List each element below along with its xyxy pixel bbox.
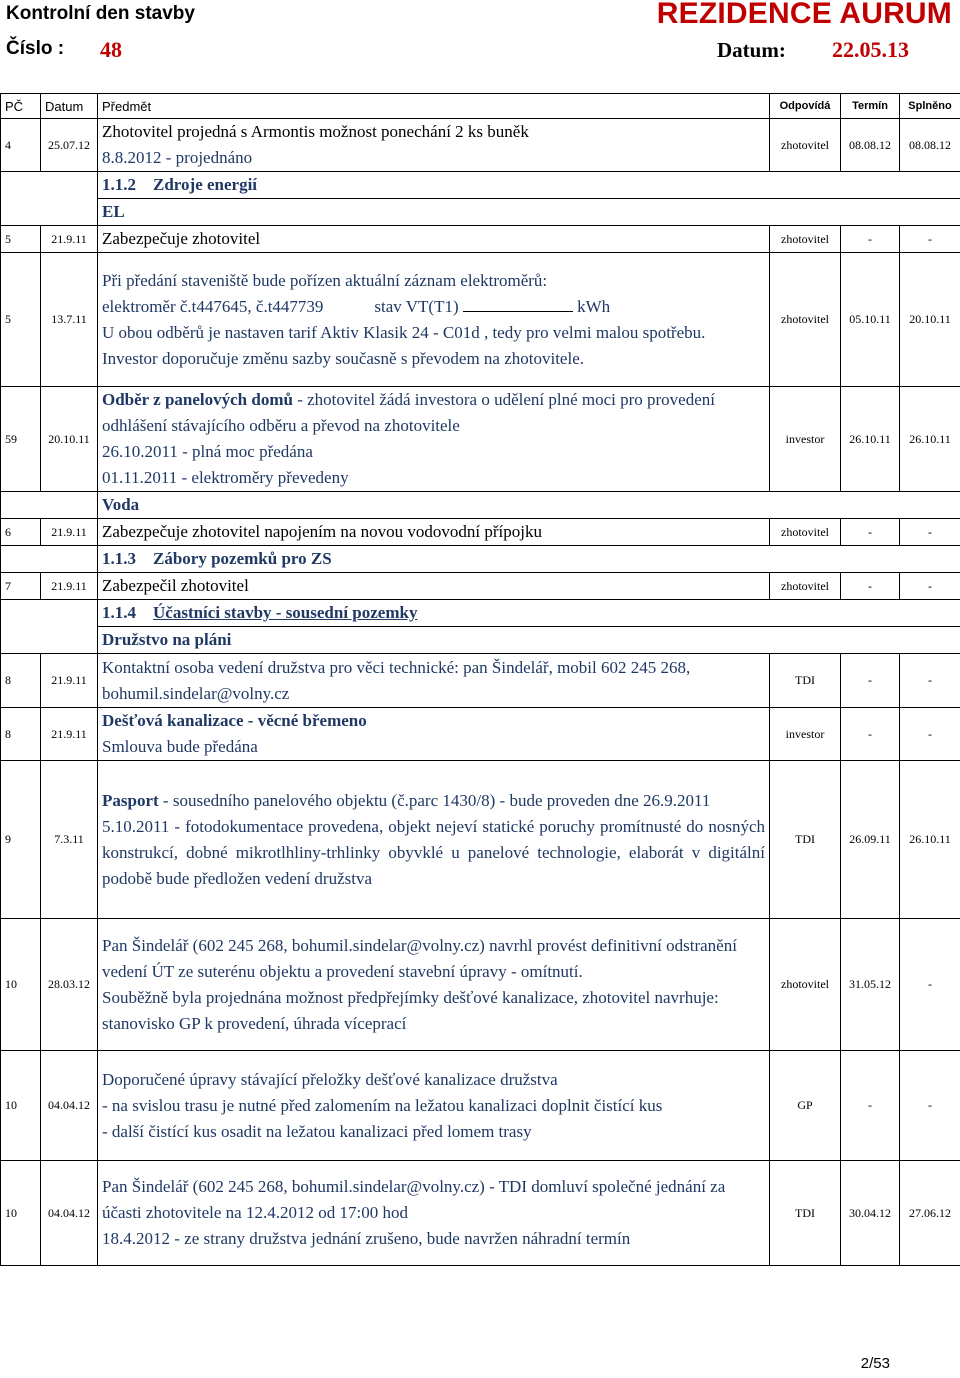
- section-heading: [98, 600, 960, 627]
- section-heading: [98, 546, 960, 573]
- row-responsible: zhotovitel: [770, 519, 841, 546]
- row-done: 26.10.11: [900, 387, 960, 492]
- row-num: 8: [1, 708, 41, 761]
- project-name: REZIDENCE AURUM: [656, 0, 952, 30]
- row-text: [98, 1051, 770, 1161]
- meter-blank: [463, 296, 573, 312]
- row-done: -: [900, 708, 960, 761]
- row-done: 08.08.12: [900, 119, 960, 172]
- date-label: Datum:: [717, 38, 786, 62]
- table-row: [1, 1161, 960, 1266]
- row-done: -: [900, 654, 960, 708]
- table-row: [1, 761, 960, 919]
- row-text-line: 01.11.2011 - elektroměry převedeny: [102, 468, 349, 487]
- row-text-line: Investor doporučuje změnu sazby současně s převodem na zhotovitele.: [102, 348, 584, 368]
- row-text-line: 5.10.2011 - fotodokumentace provedena, objekt nejeví statické poruchy promítnusté do nosných konstrukcí, dobné mikrotlhliny-trhlinky obyvklé u panelové technologie, elaborát v digitální podobě bude předložen vedení družstva: [102, 816, 765, 888]
- row-text: [98, 919, 770, 1051]
- col-odpovida: Odpovídá: [770, 94, 841, 119]
- row-term: 05.10.11: [841, 253, 900, 387]
- row-text: [98, 708, 770, 761]
- row-date: 21.9.11: [41, 226, 98, 253]
- section-number: 1.1.4: [102, 603, 136, 622]
- meter-line: [102, 294, 765, 320]
- meter-ids: elektroměr č.t447645, č.t447739: [102, 296, 324, 316]
- row-responsible: investor: [770, 387, 841, 492]
- row-done: 20.10.11: [900, 253, 960, 387]
- col-splneno: Splněno: [900, 94, 960, 119]
- row-num: 4: [1, 119, 41, 172]
- row-date: 25.07.12: [41, 119, 98, 172]
- table-row: [1, 519, 960, 546]
- row-num: 9: [1, 761, 41, 919]
- subsection-heading: Voda: [98, 492, 960, 519]
- row-text-line: Souběžně byla projednána možnost předpřejímky dešťové kanalizace, zhotovitel navrhuje: stanovisko GP k provedení, úhrada víceprací: [102, 987, 719, 1033]
- row-text-line: Pan Šindelář (602 245 268, bohumil.sindelar@volny.cz) - TDI domluví společné jednání za účasti zhotovitele na 12.4.2012 od 17:00 hod: [102, 1177, 726, 1222]
- row-num: 7: [1, 573, 41, 600]
- row-text: Zabezpečuje zhotovitel: [98, 226, 770, 253]
- row-date: 20.10.11: [41, 387, 98, 492]
- row-date: 7.3.11: [41, 761, 98, 919]
- row-date: 28.03.12: [41, 919, 98, 1051]
- meter-unit: kWh: [577, 296, 611, 316]
- row-text-line: Pan Šindelář (602 245 268, bohumil.sindelar@volny.cz) navrhl provést definitivní odstranění vedení ÚT ze suterénu objektu a provedení stavební úpravy - omítnutí.: [102, 935, 737, 981]
- row-text-line: 18.4.2012 - ze strany družstva jednání zrušeno, bude navržen náhradní termín: [102, 1229, 631, 1248]
- row-text: [98, 253, 770, 387]
- section-number: 1.1.2: [102, 175, 136, 194]
- table-row: [1, 1051, 960, 1161]
- row-done: 26.10.11: [900, 761, 960, 919]
- subsection-row: [1, 199, 960, 226]
- row-done: -: [900, 226, 960, 253]
- page-number: 2/53: [860, 1355, 890, 1372]
- row-term: -: [841, 226, 900, 253]
- section-title: Účastníci stavby - sousední pozemky: [153, 603, 418, 622]
- row-num: 10: [1, 1051, 41, 1161]
- row-text: [98, 387, 770, 492]
- row-responsible: TDI: [770, 1161, 841, 1266]
- section-number: 1.1.3: [102, 549, 136, 568]
- minutes-table: [0, 93, 960, 1266]
- row-done: -: [900, 919, 960, 1051]
- row-text-line: - zhotovitel žádá investora o udělení plné moci pro provedení odhlášení stávajícího odběru a převod na zhotovitele: [102, 390, 715, 435]
- row-date: 21.9.11: [41, 573, 98, 600]
- row-text-line: Smlouva bude předána: [102, 737, 258, 756]
- row-responsible: zhotovitel: [770, 919, 841, 1051]
- row-text: Zabezpečuje zhotovitel napojením na novou vodovodní přípojku: [98, 519, 770, 546]
- row-text: [98, 761, 770, 919]
- table-row: [1, 387, 960, 492]
- number-label: Číslo :: [6, 38, 65, 59]
- col-datum: Datum: [41, 94, 98, 119]
- row-term: -: [841, 654, 900, 708]
- row-responsible: GP: [770, 1051, 841, 1161]
- row-done: -: [900, 1051, 960, 1161]
- table-row: [1, 119, 960, 172]
- row-date: 04.04.12: [41, 1161, 98, 1266]
- col-termin: Termín: [841, 94, 900, 119]
- table-row: [1, 708, 960, 761]
- table-row: [1, 253, 960, 387]
- row-text-line: - další čistící kus osadit na ležatou kanalizaci před lomem trasy: [102, 1121, 532, 1141]
- row-responsible: zhotovitel: [770, 573, 841, 600]
- col-predmet: Předmět: [98, 94, 770, 119]
- doc-title: Kontrolní den stavby: [6, 3, 195, 24]
- table-row: [1, 919, 960, 1051]
- row-text: Kontaktní osoba vedení družstva pro věci technické: pan Šindelář, mobil 602 245 268, bohumil.sindelar@volny.cz: [98, 654, 770, 708]
- subsection-heading: Družstvo na pláni: [98, 627, 960, 654]
- row-num: 5: [1, 226, 41, 253]
- row-term: 26.09.11: [841, 761, 900, 919]
- row-done: -: [900, 573, 960, 600]
- section-row: [1, 546, 960, 573]
- row-num: 5: [1, 253, 41, 387]
- row-term: 31.05.12: [841, 919, 900, 1051]
- row-num: 6: [1, 519, 41, 546]
- row-term: -: [841, 1051, 900, 1161]
- table-header-row: [1, 94, 960, 119]
- row-date: 13.7.11: [41, 253, 98, 387]
- row-responsible: TDI: [770, 654, 841, 708]
- row-lead: Odběr z panelových domů: [102, 390, 293, 409]
- table-row: [1, 573, 960, 600]
- table-row: [1, 654, 960, 708]
- meter-state: stav VT(T1): [374, 296, 459, 316]
- date-value: 22.05.13: [832, 37, 909, 62]
- row-term: 30.04.12: [841, 1161, 900, 1266]
- subsection-row: [1, 492, 960, 519]
- row-text-line: 26.10.2011 - plná moc předána: [102, 442, 313, 461]
- row-responsible: zhotovitel: [770, 253, 841, 387]
- row-text-line: U obou odběrů je nastaven tarif Aktiv Klasik 24 - C01d , tedy pro velmi malou spotřebu.: [102, 322, 706, 342]
- row-text-line: Zhotovitel projedná s Armontis možnost ponechání 2 ks buněk: [102, 122, 529, 141]
- row-responsible: investor: [770, 708, 841, 761]
- row-num: 8: [1, 654, 41, 708]
- row-date: 21.9.11: [41, 654, 98, 708]
- row-text-line: - sousedního panelového objektu (č.parc 1430/8) - bude proveden dne 26.9.2011: [158, 790, 711, 810]
- subsection-row: [1, 627, 960, 654]
- row-date: 21.9.11: [41, 519, 98, 546]
- row-text-line: Při předání staveniště bude pořízen aktuální záznam elektroměrů:: [102, 270, 548, 290]
- row-text: Zabezpečil zhotovitel: [98, 573, 770, 600]
- row-term: -: [841, 519, 900, 546]
- section-row: [1, 172, 960, 199]
- row-num: 10: [1, 919, 41, 1051]
- row-text: [98, 1161, 770, 1266]
- row-num: 59: [1, 387, 41, 492]
- col-pc: PČ: [1, 94, 41, 119]
- row-responsible: TDI: [770, 761, 841, 919]
- row-lead: Dešťová kanalizace - věcné břemeno: [102, 711, 367, 730]
- row-term: -: [841, 573, 900, 600]
- row-responsible: zhotovitel: [770, 119, 841, 172]
- row-done: 27.06.12: [900, 1161, 960, 1266]
- row-term: 26.10.11: [841, 387, 900, 492]
- row-date: 21.9.11: [41, 708, 98, 761]
- row-done: -: [900, 519, 960, 546]
- row-text-line: 8.8.2012 - projednáno: [102, 148, 253, 167]
- row-term: -: [841, 708, 900, 761]
- section-row: [1, 600, 960, 627]
- number-value: 48: [100, 37, 122, 62]
- section-title: Zábory pozemků pro ZS: [153, 549, 332, 568]
- section-heading: [98, 172, 960, 199]
- subsection-heading: EL: [98, 199, 960, 226]
- row-text-line: - na svislou trasu je nutné před zalomením na ležatou kanalizaci doplnit čistící kus: [102, 1095, 663, 1115]
- row-num: 10: [1, 1161, 41, 1266]
- row-lead: Pasport: [102, 790, 159, 810]
- section-title: Zdroje energií: [153, 175, 258, 194]
- row-date: 04.04.12: [41, 1051, 98, 1161]
- row-text-line: Doporučené úpravy stávající přeložky dešťové kanalizace družstva: [102, 1069, 558, 1089]
- row-text: [98, 119, 770, 172]
- row-responsible: zhotovitel: [770, 226, 841, 253]
- table-row: [1, 226, 960, 253]
- row-term: 08.08.12: [841, 119, 900, 172]
